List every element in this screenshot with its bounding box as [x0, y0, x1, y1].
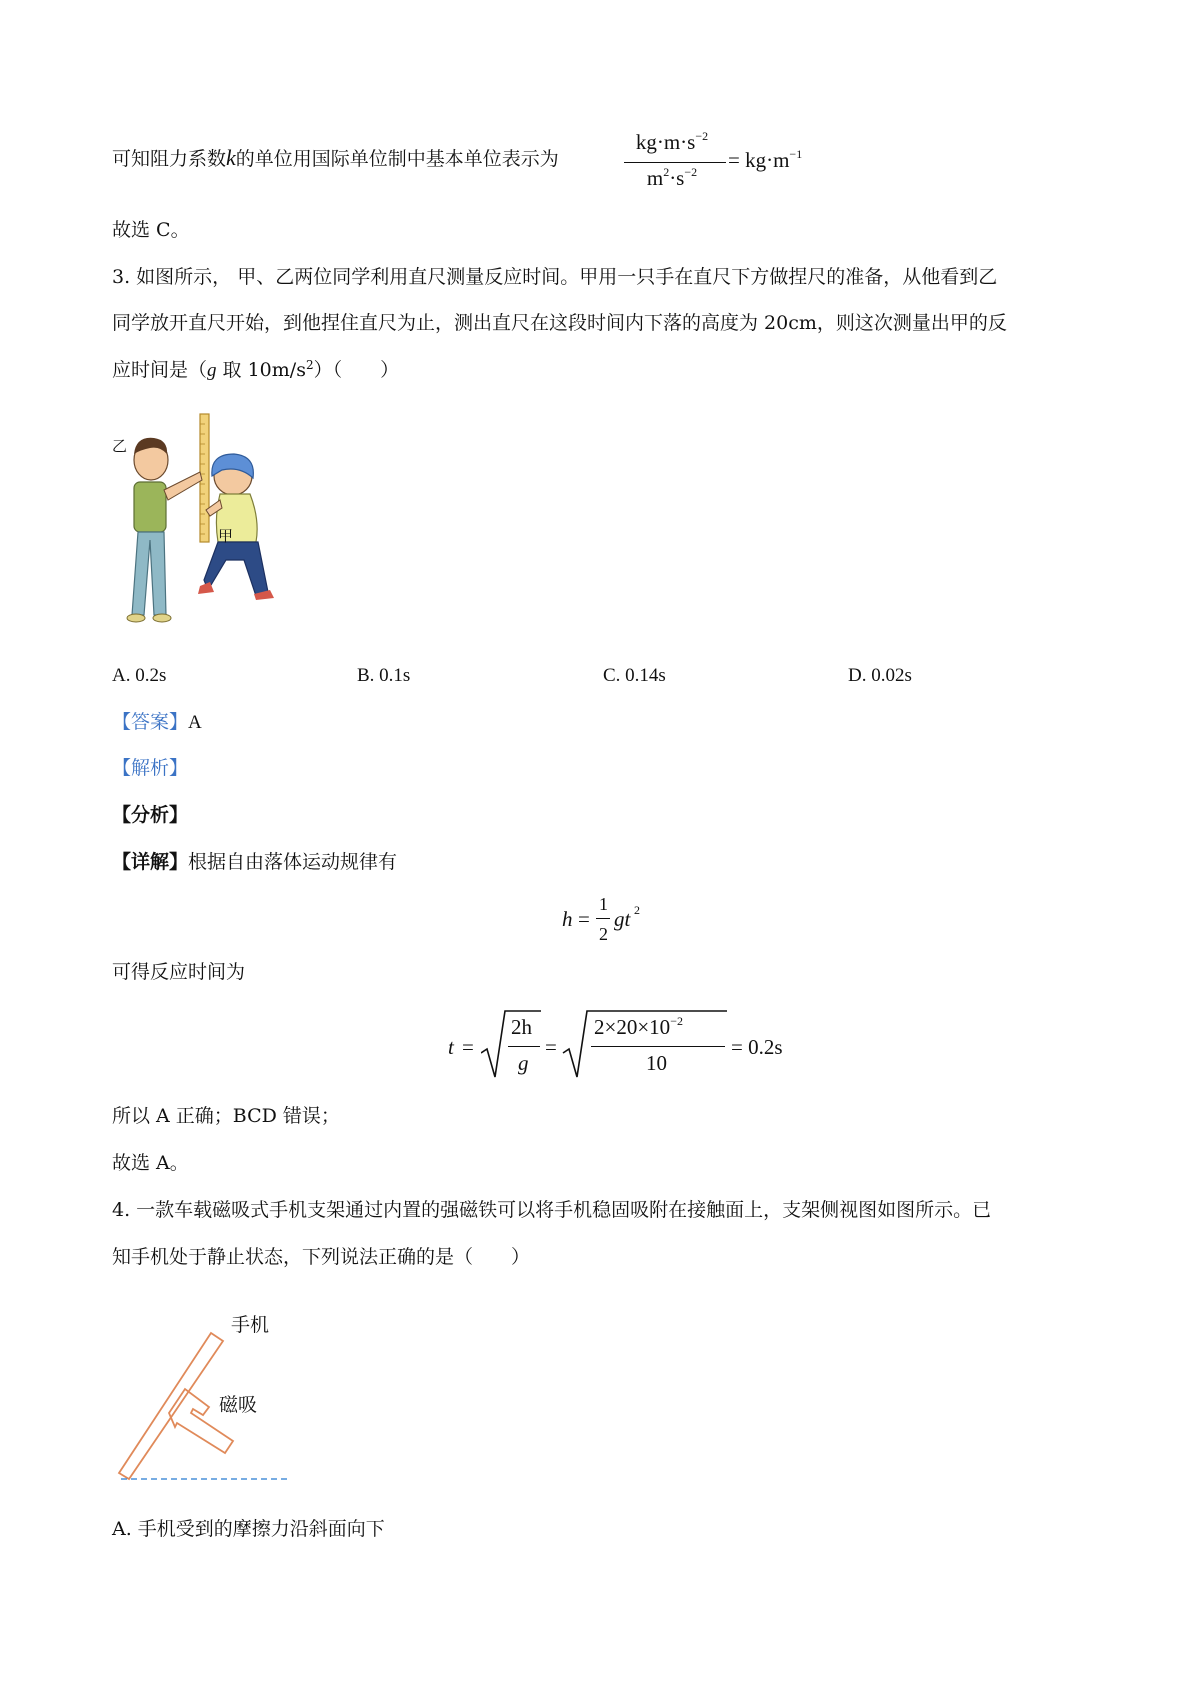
reaction-time-illustration	[110, 410, 300, 635]
q3-stem-line2: 同学放开直尺开始，到他捏住直尺为止，测出直尺在这段时间内下落的高度为 20cm，则这次测量出甲的反	[112, 312, 1007, 334]
student-yi	[127, 438, 202, 622]
formula-free-fall	[562, 890, 662, 950]
detail-line	[112, 850, 397, 874]
analysis-tag: 【解析】	[112, 757, 189, 779]
formula-reaction-time	[448, 1005, 783, 1085]
q3-option-d: D. 0.02s	[848, 665, 912, 686]
formula1-exp: 2	[634, 903, 640, 917]
formula2-eq1: =	[462, 1035, 474, 1059]
unit-num: kg·m·s	[635, 130, 696, 154]
q4-stem-line1: 4. 一款车载磁吸式手机支架通过内置的强磁铁可以将手机稳固吸附在接触面上，支架侧视图如图所示。已	[112, 1199, 992, 1221]
formula1-gt: gt	[614, 907, 631, 931]
formula2-num2	[594, 1015, 683, 1042]
q3-line3-c: ）（ ）	[313, 359, 400, 381]
label-phone: 手机	[231, 1314, 270, 1336]
formula2-bar2	[591, 1046, 725, 1047]
formula2-t: t	[448, 1035, 454, 1059]
unit-text-2: 的单位用国际单位制中基本单位表示为	[235, 148, 559, 170]
formula1-den: 2	[599, 924, 608, 944]
q3-line3-b: 取 10m/s	[216, 359, 306, 381]
formula2-eq2: =	[545, 1035, 557, 1059]
unit-num-exp: −2	[695, 129, 709, 143]
fenxi-tag: 【分析】	[112, 804, 189, 826]
formula1-h: h	[562, 907, 573, 931]
q4-stem-line2: 知手机处于静止状态，下列说法正确的是（ ）	[112, 1246, 531, 1268]
unit-text-1: 可知阻力系数	[112, 148, 227, 170]
unit-var-k: k	[226, 145, 236, 170]
q3-stem-line1: 3. 如图所示， 甲、乙两位同学利用直尺测量反应时间。甲用一只手在直尺下方做捏尺的准备，从他看到乙	[112, 266, 998, 288]
unit-den-mid: ·s	[669, 166, 685, 190]
label-yi: 乙	[112, 437, 128, 455]
formula1-eq: =	[578, 907, 590, 931]
prev-choice: 故选 C。	[112, 219, 190, 241]
q3-option-a: A. 0.2s	[112, 665, 167, 686]
q4-figure	[115, 1315, 355, 1485]
formula2-num1	[511, 1015, 532, 1039]
detail-text: 根据自由落体运动规律有	[188, 851, 398, 873]
q3-option-b: B. 0.1s	[357, 665, 411, 686]
unit-fraction-bar	[624, 162, 726, 163]
formula2-num2-text: 2×20×10	[594, 1015, 671, 1039]
answer-value: A	[188, 712, 202, 733]
q3-line3-sup: 2	[305, 358, 314, 372]
q3-option-c: C. 0.14s	[603, 665, 666, 686]
formula1-bar	[596, 918, 610, 919]
formula2-result: = 0.2s	[731, 1035, 783, 1059]
q3-figure	[110, 410, 300, 635]
label-magnet: 磁吸	[219, 1394, 258, 1416]
detail-tag: 【详解】	[112, 851, 189, 873]
q3-line3-g: g	[207, 360, 217, 381]
formula2-den1: g	[518, 1051, 529, 1075]
unit-result-text: = kg·m	[728, 148, 790, 172]
answer-tag: 【答案】	[112, 711, 189, 733]
unit-fraction-numerator	[622, 130, 722, 155]
q3-stem-line3	[112, 358, 399, 384]
answer-line	[112, 710, 202, 735]
unit-result	[728, 148, 802, 175]
formula2-bar1	[508, 1046, 540, 1047]
unit-sentence	[112, 146, 559, 171]
formula1-num: 1	[599, 894, 608, 914]
q4-option-a: A. 手机受到的摩擦力沿斜面向下	[112, 1518, 385, 1540]
formula2-den2: 10	[646, 1051, 667, 1075]
unit-den-exp2: −2	[684, 165, 698, 179]
unit-den-exp1: 2	[663, 165, 670, 179]
q3-line3-a: 应时间是（	[112, 359, 208, 381]
label-jia: 甲	[218, 527, 234, 545]
formula2-num1-text: 2h	[511, 1015, 532, 1039]
unit-den: m	[646, 166, 664, 190]
unit-fraction-denominator	[622, 166, 722, 191]
conclusion: 所以 A 正确；BCD 错误；	[112, 1105, 340, 1127]
q3-choice: 故选 A。	[112, 1152, 189, 1174]
formula2-num2-exp: −2	[670, 1014, 683, 1028]
reaction-time-text: 可得反应时间为	[112, 961, 246, 983]
unit-result-exp: −1	[789, 147, 803, 161]
